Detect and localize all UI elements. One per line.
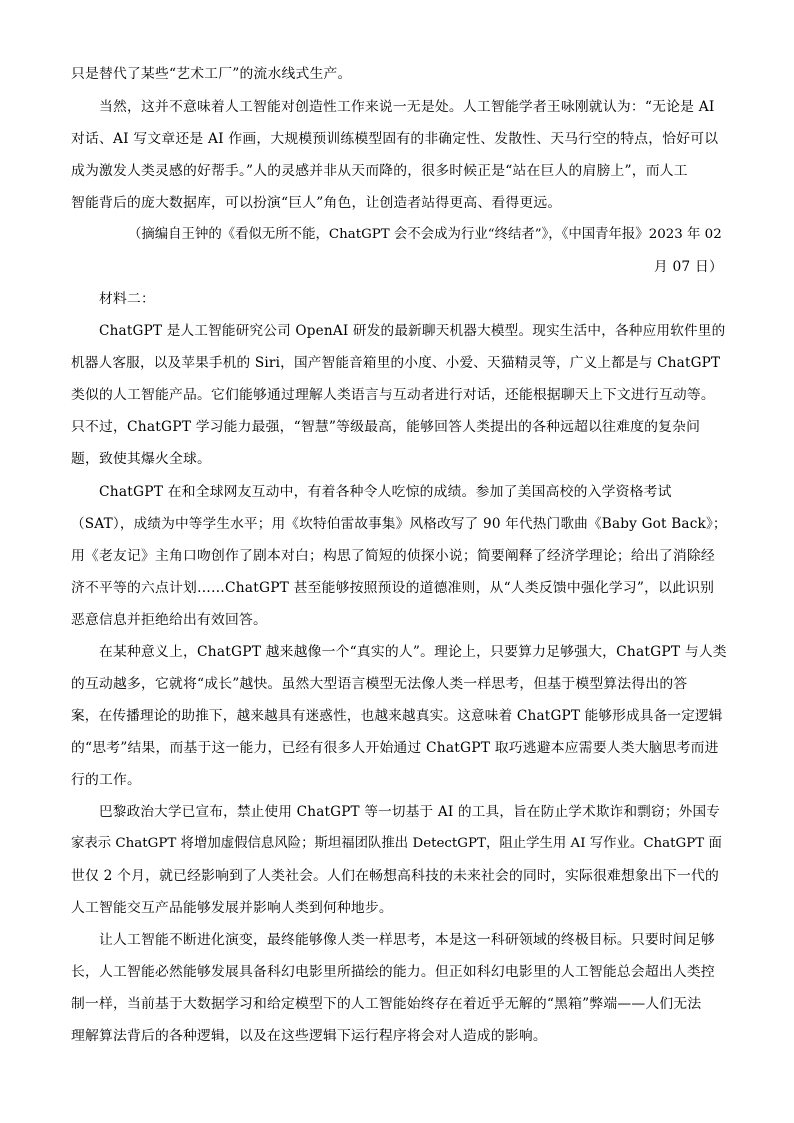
- text-line: 只是替代了某些“艺术工厂”的流水线式生产。: [71, 66, 352, 82]
- text-line: 当然，这并不意味着人工智能对创造性工作来说一无是处。人工智能学者王咏刚就认为：“无论是 AI: [99, 99, 715, 115]
- text-line: 机器人客服，以及苹果手机的 Siri，国产智能音箱里的小度、小爱、天猫精灵等，广义上都是与 ChatGPT: [71, 355, 721, 371]
- text-line: 类似的人工智能产品。它们能够通过理解人类语言与互动者进行对话，还能根据聊天上下文进行互动等。: [71, 387, 715, 403]
- text-line: 只不过，ChatGPT 学习能力最强，“智慧”等级最高，能够回答人类提出的各种远超以往难度的复杂问: [71, 419, 701, 435]
- source-citation-date: 月 07 日）: [653, 259, 723, 275]
- text-line: ChatGPT 是人工智能研究公司 OpenAI 研发的最新聊天机器大模型。现实生活中，各种应用软件里的: [99, 323, 726, 339]
- text-line: 世仅 2 个月，就已经影响到了人类社会。人们在畅想高科技的未来社会的同时，实际很难想象出下一代的: [71, 868, 720, 884]
- text-line: 行的工作。: [71, 772, 141, 788]
- section-heading: 材料二：: [99, 291, 155, 307]
- text-line: 家表示 ChatGPT 将增加虚假信息风险；斯坦福团队推出 DetectGPT，阻止学生用 AI 写作业。ChatGPT 面: [71, 836, 722, 851]
- text-line: 恶意信息并拒绝给出有效回答。: [71, 612, 267, 628]
- text-line: 成为激发人类灵感的好帮手。”人的灵感并非从天而降的，很多时候正是“站在巨人的肩膀上”，而人工: [71, 163, 688, 179]
- text-line: 题，致使其爆火全球。: [71, 451, 211, 467]
- text-line: 的“思考”结果，而基于这一能力，已经有很多人开始通过 ChatGPT 取巧逃避本应需要人类大脑思考而进: [71, 740, 719, 756]
- text-line: 让人工智能不断进化演变，最终能够像人类一样思考，本是这一科研领域的终极目标。只要时间足够: [99, 932, 715, 948]
- text-line: 用《老友记》主角口吻创作了剧本对白；构思了简短的侦探小说；简要阐释了经济学理论；给出了消除经: [71, 548, 715, 564]
- text-line: ChatGPT 在和全球网友互动中，有着各种令人吃惊的成绩。参加了美国高校的入学资格考试: [99, 484, 672, 500]
- text-line: 制一样，当前基于大数据学习和给定模型下的人工智能始终存在着近乎无解的“黑箱”弊端——人们无法: [71, 996, 702, 1012]
- text-line: 对话、AI 写文章还是 AI 作画，大规模预训练模型固有的非确定性、发散性、天马行空的特点，恰好可以: [71, 131, 719, 147]
- text-line: 智能背后的庞大数据库，可以扮演“巨人”角色，让创造者站得更高、看得更远。: [71, 195, 562, 211]
- text-line: 在某种意义上，ChatGPT 越来越像一个“真实的人”。理论上，只要算力足够强大，ChatGPT 与人类: [99, 644, 727, 660]
- text-line: 的互动越多，它就将“成长”越快。虽然大型语言模型无法像人类一样思考，但基于模型算法得出的答: [71, 676, 688, 692]
- source-citation: （摘编自王钟的《看似无所不能，ChatGPT 会不会成为行业“终结者”》，《中国青年报》2023 年 02: [128, 227, 722, 242]
- text-line: 人工智能交互产品能够发展并影响人类到何种地步。: [71, 900, 393, 916]
- text-line: 长，人工智能必然能够发展具备科幻电影里所描绘的能力。但正如科幻电影里的人工智能总会超出人类控: [71, 964, 715, 980]
- text-line: （SAT），成绩为中等学生水平；用《坎特伯雷故事集》风格改写了 90 年代热门歌曲《Baby Got Back》；: [71, 516, 727, 532]
- text-line: 理解算法背后的各种逻辑，以及在这些逻辑下运行程序将会对人造成的影响。: [71, 1028, 547, 1044]
- text-line: 济不平等的六点计划……ChatGPT 甚至能够按照预设的道德准则，从“人类反馈中强化学习”，以此识别: [71, 580, 715, 596]
- text-line: 案，在传播理论的助推下，越来越具有迷惑性，也越来越真实。这意味着 ChatGPT 能够形成具备一定逻辑: [71, 708, 723, 724]
- text-line: 巴黎政治大学已宣布，禁止使用 ChatGPT 等一切基于 AI 的工具，旨在防止学术欺诈和剽窃；外国专: [99, 804, 721, 820]
